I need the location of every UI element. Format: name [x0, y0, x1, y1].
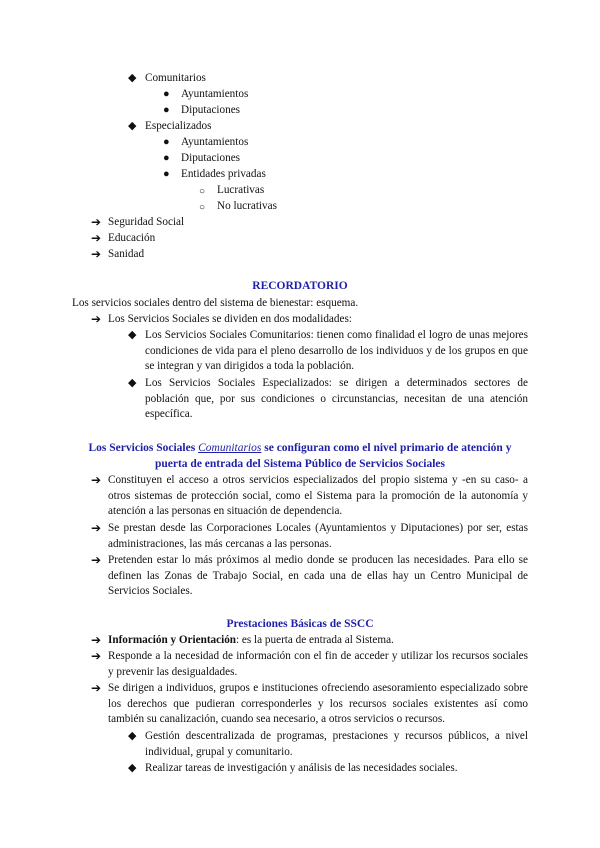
arrow-bullet-icon: ➔ — [91, 247, 102, 261]
dot-bullet-icon: ● — [163, 136, 170, 148]
comunitarios-paragraph-2: Se prestan desde las Corporaciones Locales (Ayuntamientos y Diputaciones) por ser, estas administraciones, las más cercanas a las personas. — [108, 522, 528, 550]
diamond-bullet-icon: ◆ — [128, 329, 137, 341]
prestaciones-title: Prestaciones Básicas de SSCC — [226, 618, 374, 630]
circle-bullet-icon: ○ — [199, 202, 206, 213]
arrow-bullet-icon: ➔ — [91, 553, 102, 567]
arrow-bullet-icon: ➔ — [91, 649, 102, 663]
diamond-bullet-icon: ◆ — [128, 120, 137, 132]
informacion-orientacion-text: : es la puerta de entrada al Sistema. — [236, 634, 394, 646]
comunitarios-paragraph-3: Pretenden estar lo más próximos al medio donde se producen las necesidades. Para ello se definen las Zonas de Trabajo Social, en cada una de ellas hay un Centro Municipal de Servicios Sociales. — [108, 554, 528, 598]
arrow-bullet-icon: ➔ — [91, 312, 102, 326]
recordatorio-title: RECORDATORIO — [252, 280, 348, 292]
prestaciones-sub-2: Realizar tareas de investigación y análisis de las necesidades sociales. — [145, 762, 458, 774]
comunitarios-definition: Los Servicios Sociales Comunitarios: tienen como finalidad el logro de unas mejores condiciones de vida para el pleno desarrollo de los individuos y de los grupos en que se integran y van dirigidos a toda la población. — [145, 329, 528, 373]
list-item-sanidad: Sanidad — [108, 248, 145, 260]
prestaciones-paragraph-3: Se dirigen a individuos, grupos e instituciones ofreciendo asesoramiento especializado sobre los derechos que pudieran corresponderles y los recursos sociales existentes así como también su canalización, cuando sea necesario, a otros servicios o recursos. — [108, 682, 528, 726]
list-item-diputaciones: Diputaciones — [181, 104, 241, 116]
arrow-bullet-icon: ➔ — [91, 215, 102, 229]
diamond-bullet-icon: ◆ — [128, 762, 137, 774]
list-item-entidades-privadas: Entidades privadas — [181, 168, 266, 180]
comunitarios-paragraph-1: Constituyen el acceso a otros servicios especializados del propio sistema y -en su caso- a otros sistemas de protección social, como el Sistema para la promoción de la autonomía y atención a las personas en situación de dependencia. — [108, 474, 528, 518]
recordatorio-intro: Los servicios sociales dentro del sistema de bienestar: esquema. — [72, 297, 359, 309]
list-item-lucrativas: Lucrativas — [217, 184, 265, 196]
diamond-bullet-icon: ◆ — [128, 377, 137, 389]
dot-bullet-icon: ● — [163, 104, 170, 116]
dot-bullet-icon: ● — [163, 168, 170, 180]
list-item-especializados: Especializados — [145, 120, 212, 132]
arrow-bullet-icon: ➔ — [91, 681, 102, 695]
dot-bullet-icon: ● — [163, 152, 170, 164]
comunitarios-section-title — [60, 441, 540, 457]
arrow-bullet-icon: ➔ — [91, 473, 102, 487]
arrow-bullet-icon: ➔ — [91, 521, 102, 535]
list-item-diputaciones: Diputaciones — [181, 152, 241, 164]
prestaciones-sub-1: Gestión descentralizada de programas, prestaciones y recursos públicos, a nivel individual, grupal y comunitario. — [145, 730, 528, 758]
arrow-bullet-icon: ➔ — [91, 633, 102, 647]
prestaciones-paragraph-1 — [108, 633, 394, 649]
arrow-bullet-icon: ➔ — [91, 231, 102, 245]
comunitarios-section-title-line2: puerta de entrada del Sistema Público de Servicios Sociales — [154, 458, 446, 470]
list-item-educacion: Educación — [108, 232, 156, 244]
list-item-seguridad-social: Seguridad Social — [108, 216, 185, 228]
especializados-definition: Los Servicios Sociales Especializados: se dirigen a determinados sectores de población que, por sus condiciones o circunstancias, necesitan de una atención específica. — [145, 377, 528, 421]
informacion-orientacion-label: Información y Orientación — [108, 634, 237, 646]
dot-bullet-icon: ● — [163, 88, 170, 100]
diamond-bullet-icon: ◆ — [128, 730, 137, 742]
title-emphasis: Comunitarios — [198, 442, 262, 454]
title-post: se configuran como el nivel primario de atención y — [261, 442, 512, 454]
list-item-ayuntamientos: Ayuntamientos — [181, 88, 249, 100]
list-item-ayuntamientos: Ayuntamientos — [181, 136, 249, 148]
list-item-comunitarios: Comunitarios — [145, 72, 206, 84]
recordatorio-divide: Los Servicios Sociales se dividen en dos modalidades: — [108, 313, 352, 325]
prestaciones-paragraph-2: Responde a la necesidad de información con el fin de acceder y utilizar los recursos sociales y prevenir las desigualdades. — [108, 650, 528, 678]
list-item-no-lucrativas: No lucrativas — [217, 200, 277, 212]
diamond-bullet-icon: ◆ — [128, 72, 137, 84]
circle-bullet-icon: ○ — [199, 186, 206, 197]
title-pre: Los Servicios Sociales — [88, 442, 199, 454]
